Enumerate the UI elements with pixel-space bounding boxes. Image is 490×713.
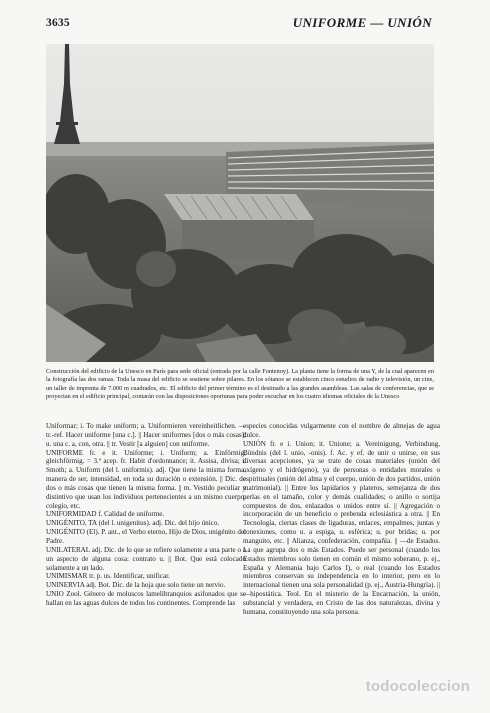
entry-unio: UNIO Zool. Género de moluscos lamelibranquios asifonados que se hallan en las aguas dulces de todos los continentes. Comprende las	[46, 590, 246, 607]
watermark: todocoleccion	[365, 678, 470, 695]
dictionary-column-left	[46, 422, 246, 608]
unesco-building-photo	[46, 44, 434, 362]
page-number: 3635	[46, 17, 70, 29]
entry-uninervia: UNINERVIA adj. Bot. Dic. de la hoja que solo tiene un nervio.	[46, 581, 226, 590]
entry-unilateral: UNILATERAL adj. Dic. de lo que se refiere solamente a una parte o a un aspecto de alguna cosa: contrato u. || Bot. Que está colocado solamente a un lado.	[46, 545, 246, 572]
entry-uniformar: Uniformar; i. To make uniform; a. Uniformieren vereinheitlichen. —tr.-ref. Hacer uniforme [una c.]. || Hacer uniformes [dos o más cosas]; u. una c. a, con, otra. || tr. Vestir [a alguien] con uniforme.	[46, 422, 246, 448]
entry-uniforme: UNIFORME fr. e it. Uniforme; i. Uniform; a. Einförmig, gleichförmig. = 3.ª acep. fr. Habit d'ordonnance; it. Assisa, divisa; i. Smoth; a. Uniform (del l. uniformis). adj. Que tiene la misma forma, manera de ser, intensidad, en toda su duración o extensión. || Dic. de dos o más cosas que tienen la misma forma. || m. Vestido peculiar y distintivo que usan los individuos pertenecientes a un mismo cuerpo, colegio, etc.	[46, 448, 246, 510]
running-title: UNIFORME — UNIÓN	[292, 15, 432, 30]
entry-union: UNIÓN fr. e i. Union; it. Unione; a. Vereinigung, Verbindung, Bündnis (del l. unio, -onis). f. Ac. y ef. de unir o unirse, en sus diversas acepciones, ya se trate de cosas materiales (unión del oxígeno y el hidrógeno), ya de personas o entidades morales o espirituales (unión del alma y el cuerpo, unión de dos partidos, unión matrimonial). || Entre los lapidarios y plateros, semejanza de dos perlas en el tamaño, color y demás cualidades; o anillo o sortija compuestos de dos, enlazados o unidos entre sí. || Agregación o incorporación de un beneficio o prebenda eclesiástica a otra. || En Tecnología, ciertas clases de ligaduras, enlaces, empalmes, juntas y conexiones, como u. a espiga, u. esférica; u. por bridas; u. por manguito, etc. || Alianza, confederación, compañía. || —de Estados. La que agrupa dos o más Estados. Puede ser personal (cuando los Estados miembros solo tienen en común el mismo soberano, p. ej., España y Alemania bajo Carlos I), o real (cuando los Estados miembros conservan su independencia en lo interior, pero en lo internacional tienen una sola personalidad (p. ej., Austria-Hungría). || —hipostática. Teol. En el misterio de la Encarnación, la unión, substancial y verdadera, en Cristo de las dos naturalezas, divina y humana, constituyendo una sola persona.	[243, 439, 440, 616]
dictionary-column-right	[243, 422, 440, 617]
entry-unimismar: UNIMISMAR tr. p. us. Identificar, unificar.	[46, 572, 170, 581]
photo-illustration	[46, 44, 434, 362]
photo-caption: Construcción del edificio de la Unesco en París para sede oficial (entrada por la calle Fontenoy). La planta tiene la forma de una Y, de la cual aparecen en la fotografía las dos ramas. Toda la masa del edificio se sostiene sobre pilares. En los sótanos se establecen cinco estudios de radio y televisión, un cine, un taller de imprenta de 7.000 m cuadrados, etc. El edificio del primer término es el destinado a las grandes asambleas. Las salas de conferencias, que se proyectan en el edificio principal, contarán con las disposiciones oportunas para poder escuchar en los cuatro idiomas oficiales de la Unesco	[46, 368, 434, 400]
entry-unigenito-el: UNIGÉNITO (El). P. ant., el Verbo eterno, Hijo de Dios, unigénito del Padre.	[46, 528, 246, 545]
entry-unio-continued: especies conocidas vulgarmente con el nombre de almejas de agua dulce.	[243, 422, 440, 439]
entry-unigenito: UNIGÉNITO, TA (del l. unigenitus). adj. Dic. del hijo único.	[46, 519, 220, 528]
entry-uniformidad: UNIFORMIDAD f. Calidad de uniforme.	[46, 510, 165, 519]
